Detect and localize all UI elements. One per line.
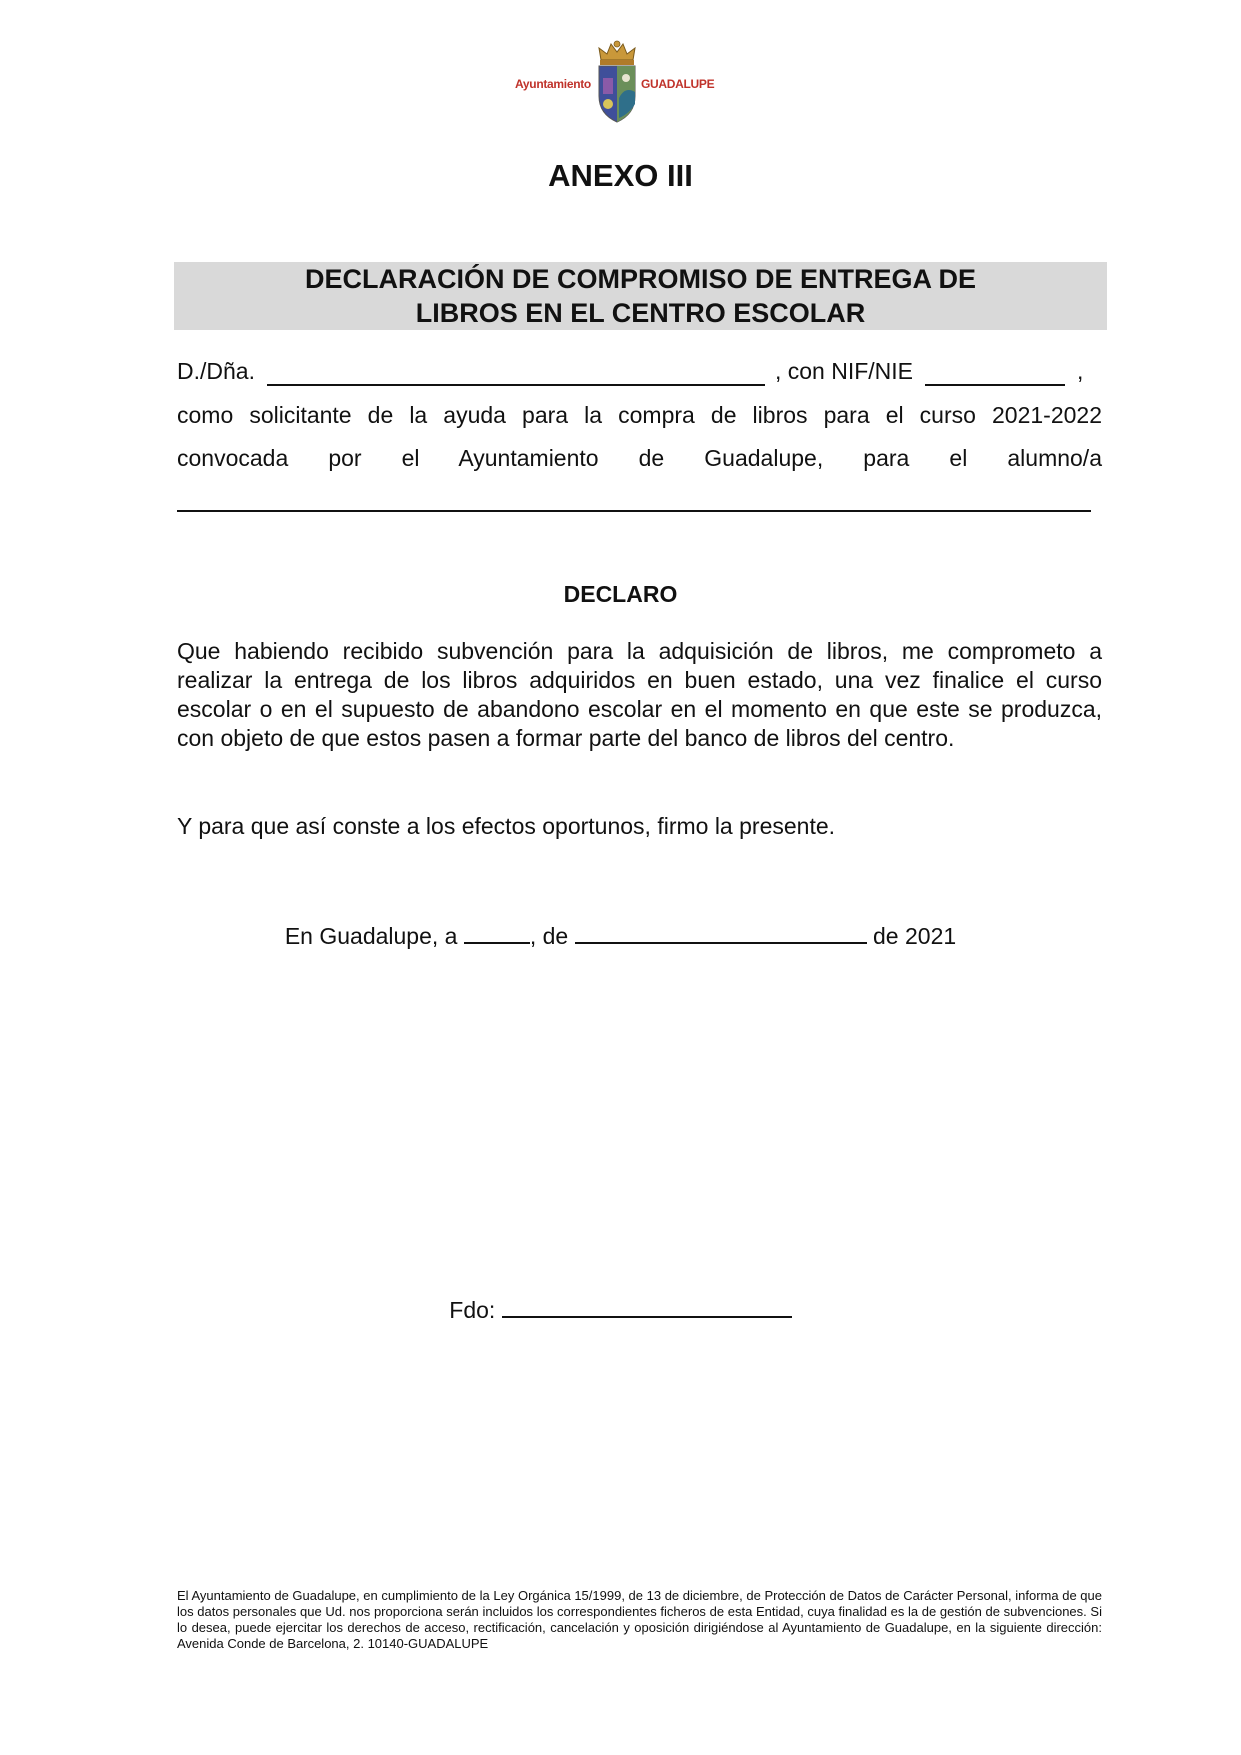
data-protection-notice: El Ayuntamiento de Guadalupe, en cumplimiento de la Ley Orgánica 15/1999, de 13 de diciembre, de Protección de Datos de Carácter Personal, informa de que los datos personales que Ud. nos proporciona serán incluidos los correspondientes ficheros de esta Entidad, cuya finalidad es la de gestión de subvenciones. Si lo desea, puede ejercitar los derechos de acceso, rectificación, cancelación y oposición dirigiéndose al Ayuntamiento de Guadalupe, en la siguiente dirección: Avenida Conde de Barcelona, 2. 10140-GUADALUPE [177, 1588, 1102, 1651]
day-field[interactable] [464, 920, 530, 944]
signature-line [0, 1294, 1241, 1324]
nif-field[interactable] [925, 360, 1065, 386]
date-middle: , de [529, 923, 569, 949]
student-name-field[interactable] [177, 510, 1091, 512]
applicant-text-line-3: convocada por el Ayuntamiento de Guadalupe, para el alumno/a [177, 445, 1102, 471]
applicant-text-line-2: como solicitante de la ayuda para la compra de libros para el curso 2021-2022 [177, 402, 1102, 428]
signature-label: Fdo: [449, 1297, 496, 1323]
title-line-1: DECLARACIÓN DE COMPROMISO DE ENTREGA DE [304, 264, 977, 294]
title-line-2: LIBROS EN EL CENTRO ESCOLAR [415, 298, 866, 328]
applicant-line [177, 356, 1102, 386]
nif-label: , con NIF/NIE [774, 358, 914, 384]
comma: , [1077, 358, 1084, 384]
applicant-name-field[interactable] [267, 360, 765, 386]
document-heading: ANEXO III [548, 158, 693, 193]
dona-label: D./Dña. [177, 358, 255, 384]
date-line [0, 920, 1241, 950]
declaro-heading: DECLARO [563, 581, 678, 607]
declaration-body: Que habiendo recibido subvención para la adquisición de libros, me comprometo a realizar la entrega de los libros adquiridos en buen estado, una vez finalice el curso escolar o en el supuesto de abandono escolar en el momento en que este se produzca, con objeto de que estos pasen a formar parte del banco de libros del centro. [177, 638, 1102, 751]
document-title-box [174, 262, 1107, 330]
closing-statement: Y para que así conste a los efectos oportunos, firmo la presente. [177, 813, 836, 839]
logo-text-guadalupe: GUADALUPE [641, 77, 715, 91]
logo-text-ayuntamiento: Ayuntamiento [515, 77, 591, 91]
date-prefix: En Guadalupe, a [284, 923, 458, 949]
month-field[interactable] [575, 920, 867, 944]
coat-of-arms-icon [595, 38, 639, 124]
municipal-logo [515, 38, 715, 128]
date-suffix: de 2021 [873, 923, 957, 949]
signature-field[interactable] [502, 1294, 792, 1318]
